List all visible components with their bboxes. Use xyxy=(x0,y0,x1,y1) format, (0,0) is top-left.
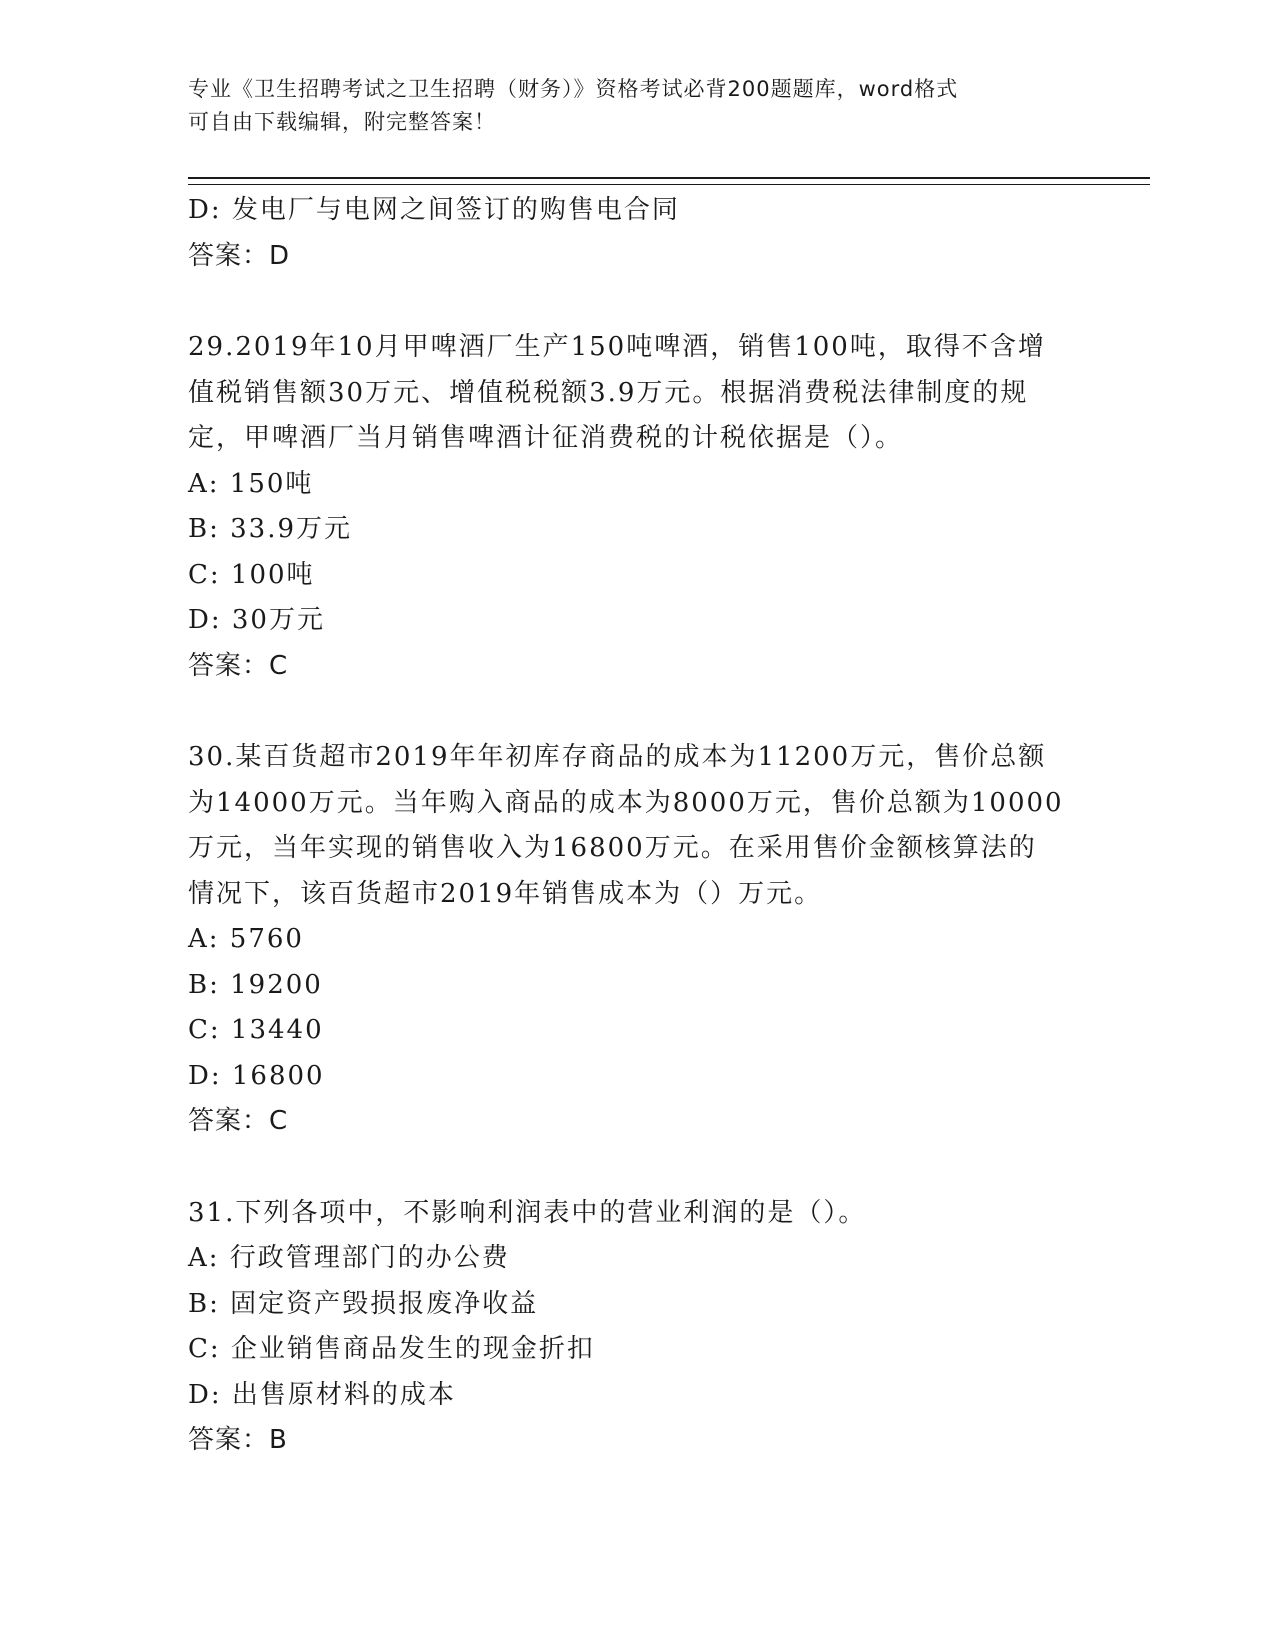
option-c: C: 13440 xyxy=(188,1015,324,1045)
question-30 xyxy=(188,735,1088,1145)
document-body xyxy=(188,188,1088,1464)
spacer xyxy=(188,279,1088,325)
question-text xyxy=(188,325,1088,462)
header-divider xyxy=(188,177,1150,185)
option-a: A: 行政管理部门的办公费 xyxy=(188,1243,510,1273)
option-a: A: 150吨 xyxy=(188,468,314,499)
spacer xyxy=(188,1145,1088,1191)
option-c: C: 企业销售商品发生的现金折扣 xyxy=(188,1334,595,1364)
question-line: 万元，当年实现的销售收入为16800万元。在采用售价金额核算法的 xyxy=(188,833,1037,863)
option-b: B: 固定资产毁损报废净收益 xyxy=(188,1288,539,1319)
question-31 xyxy=(188,1191,1088,1464)
option-d: D: 16800 xyxy=(188,1060,325,1091)
option-b: B: 33.9万元 xyxy=(188,514,353,544)
option-b: B: 19200 xyxy=(188,969,323,1000)
option-a: A: 5760 xyxy=(188,924,304,954)
header-title-line-1: 专业《卫生招聘考试之卫生招聘（财务）》资格考试必背200题题库，word格式 xyxy=(188,77,959,101)
header-title-line-2: 可自由下载编辑，附完整答案！ xyxy=(188,110,496,134)
question-line: 情况下，该百货超市2019年销售成本为（）万元。 xyxy=(188,878,823,909)
question-line: 31.下列各项中，不影响利润表中的营业利润的是（）。 xyxy=(188,1197,867,1228)
question-29 xyxy=(188,325,1088,689)
answer: 答案：D xyxy=(188,240,291,271)
question-line: 29.2019年10月甲啤酒厂生产150吨啤酒，销售100吨，取得不含增 xyxy=(188,332,1046,362)
answer: 答案：C xyxy=(188,650,289,681)
question-line: 30.某百货超市2019年年初库存商品的成本为11200万元，售价总额 xyxy=(188,742,1047,772)
question-line: 定，甲啤酒厂当月销售啤酒计征消费税的计税依据是（）。 xyxy=(188,423,904,453)
question-line: 值税销售额30万元、增值税税额3.9万元。根据消费税法律制度的规 xyxy=(188,377,1029,408)
option-d: D: 发电厂与电网之间签订的购售电合同 xyxy=(188,195,680,225)
document-header xyxy=(188,73,1078,139)
question-text xyxy=(188,735,1088,917)
answer: 答案：C xyxy=(188,1106,289,1136)
option-d: D: 出售原材料的成本 xyxy=(188,1379,456,1410)
spacer xyxy=(188,689,1088,735)
option-d: D: 30万元 xyxy=(188,605,325,635)
question-28-tail xyxy=(188,188,1088,279)
option-c: C: 100吨 xyxy=(188,559,315,590)
question-line: 为14000万元。当年购入商品的成本为8000万元，售价总额为10000 xyxy=(188,787,1064,818)
answer: 答案：B xyxy=(188,1425,288,1455)
question-text xyxy=(188,1191,1088,1237)
